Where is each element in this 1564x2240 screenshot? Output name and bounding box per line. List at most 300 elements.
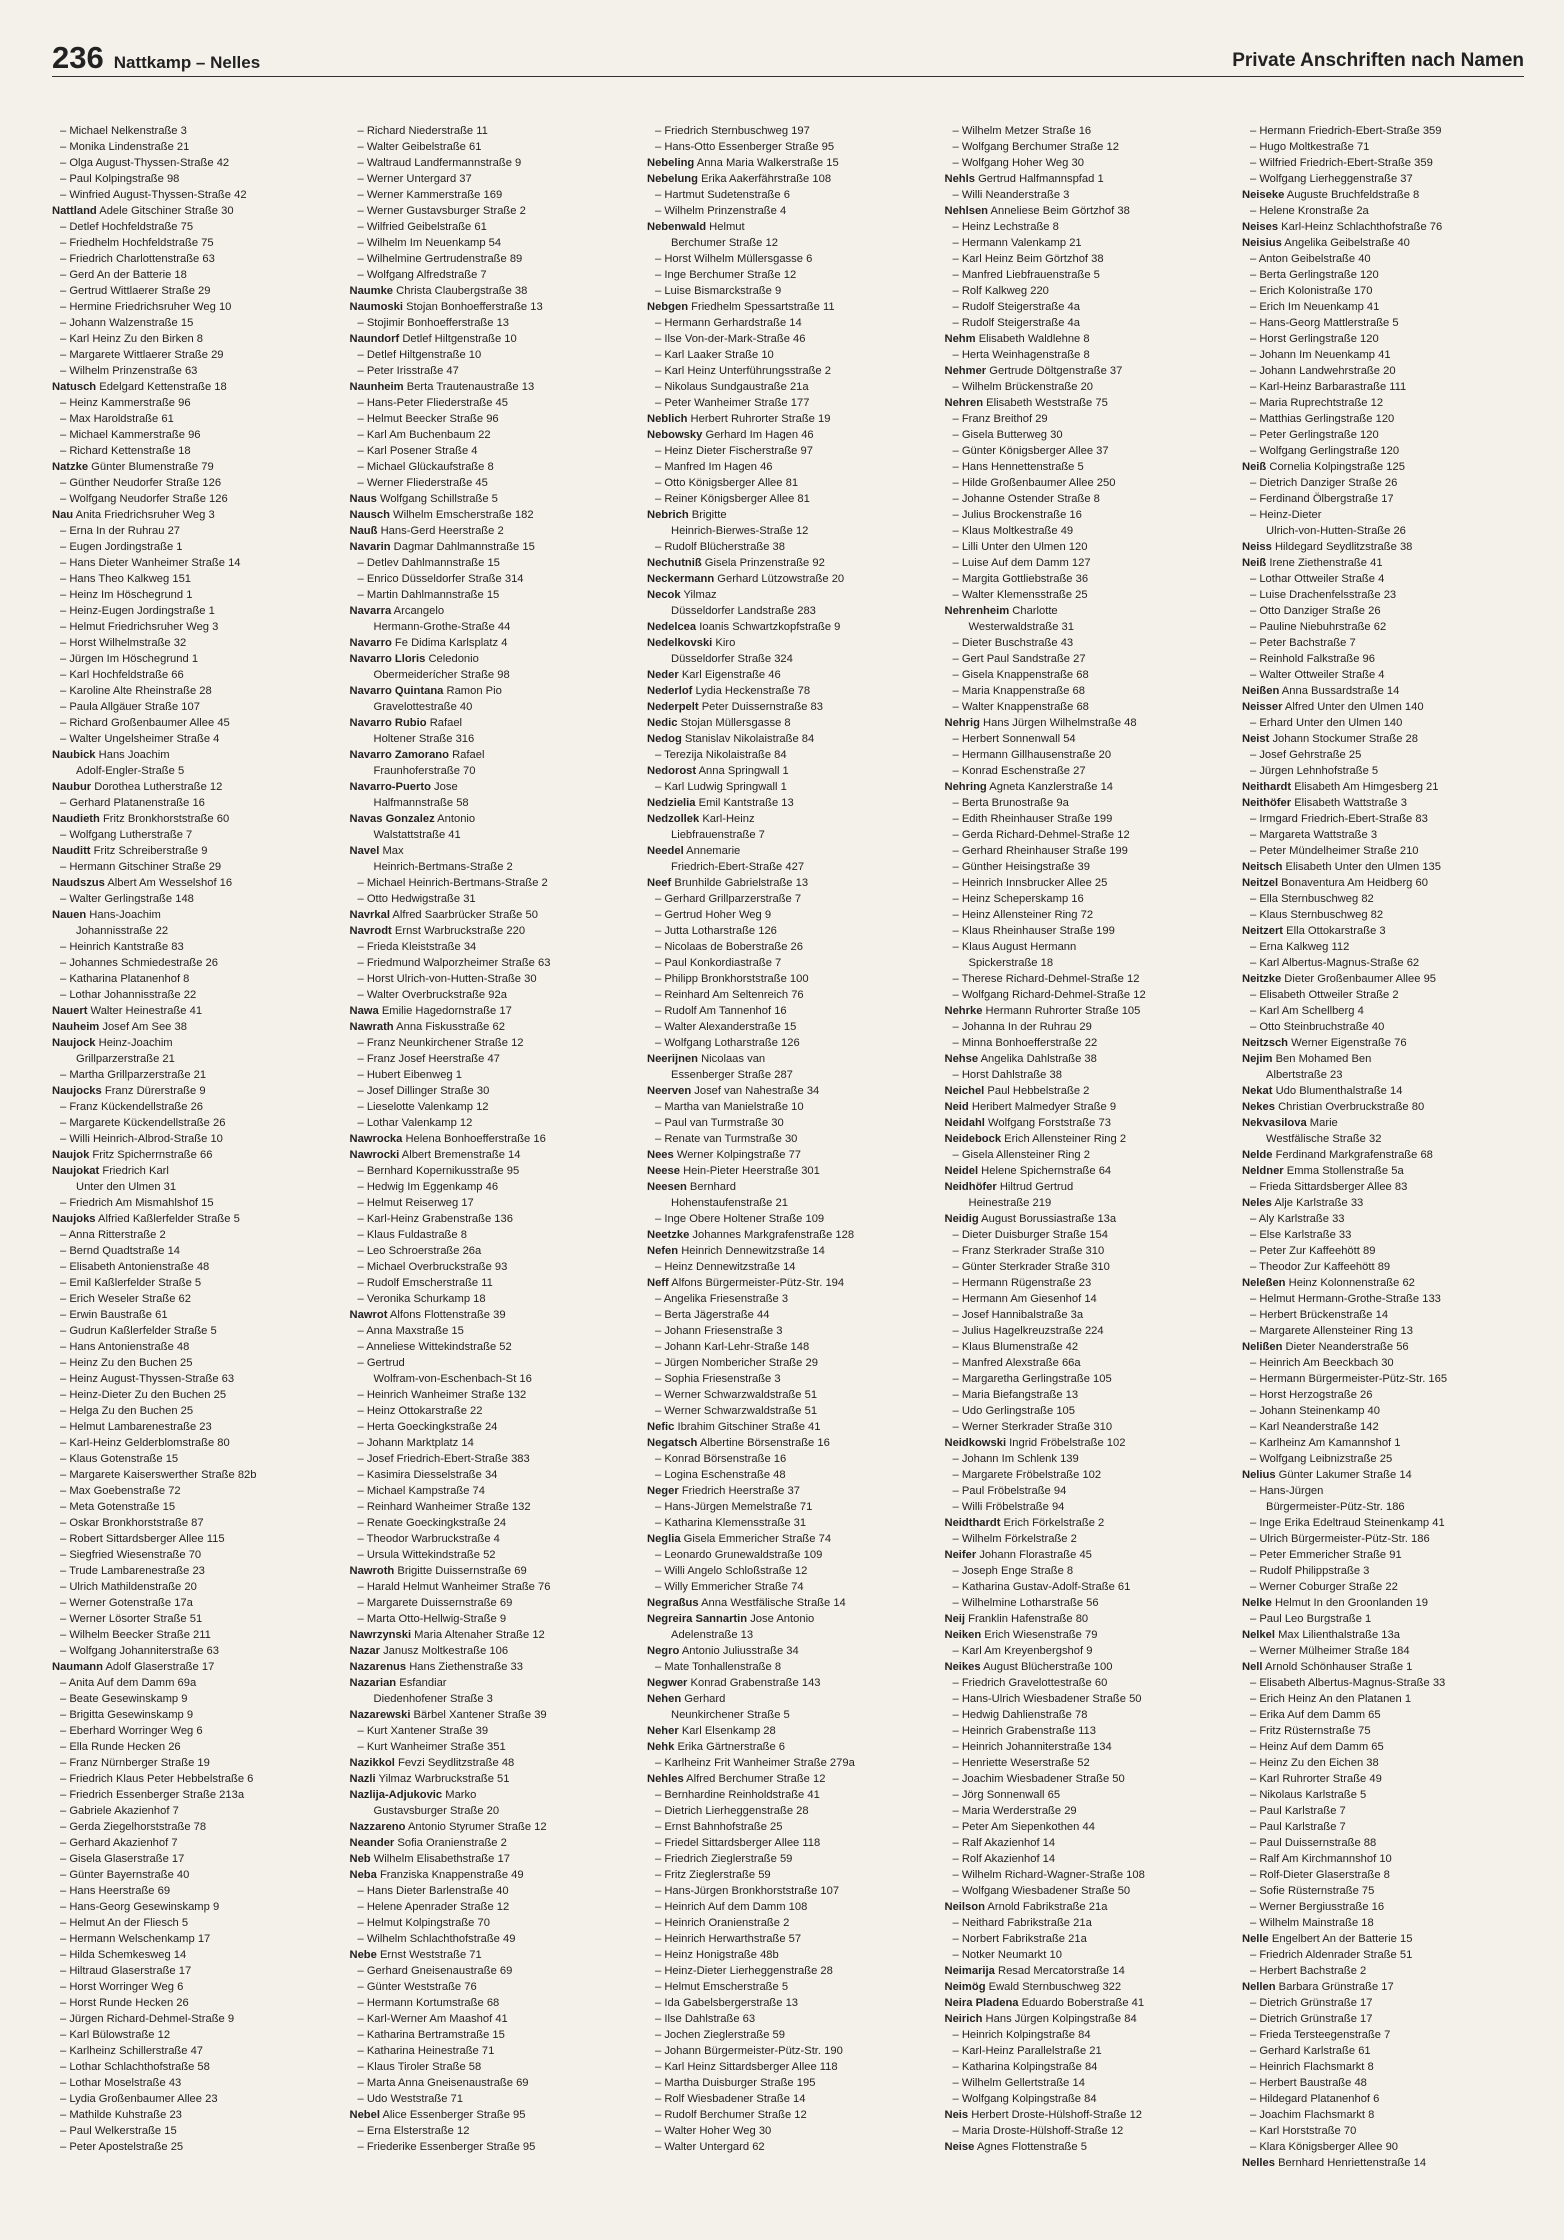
directory-entry: – Joachim Flachsmarkt 8 [1250, 2109, 1375, 2121]
directory-entry: – Wilfried Friedrich-Ebert-Straße 359 [1250, 157, 1433, 169]
directory-entry-head [1242, 923, 1524, 939]
directory-entry: – Jutta Lotharstraße 126 [655, 925, 777, 937]
directory-entry: – Werner Gotenstraße 17a [60, 1597, 193, 1609]
entry-details: Rafael [426, 717, 463, 729]
directory-entry: – Hermann Kortumstraße 68 [357, 1997, 500, 2009]
entry-details: August Blücherstraße 100 [980, 1661, 1113, 1673]
surname: Nebel [349, 2109, 380, 2121]
directory-entry: – Franz Neunkirchener Straße 12 [357, 1037, 524, 1049]
directory-entry-head [1242, 1051, 1524, 1067]
directory-entry-head [647, 155, 929, 171]
directory-entry: – Gerda Richard-Dehmel-Straße 12 [952, 829, 1130, 841]
directory-entry: – Heinz Dieter Fischerstraße 97 [655, 445, 813, 457]
surname: Neerven [647, 1085, 692, 1097]
directory-entry: – Willi Heinrich-Albrod-Straße 10 [60, 1133, 223, 1145]
entry-details: Anna Bussardstraße 14 [1279, 685, 1400, 697]
directory-entry: – Walter Hoher Weg 30 [655, 2125, 772, 2137]
directory-entry: – Johanne Ostender Straße 8 [952, 493, 1100, 505]
directory-entry: – Peter Bachstraße 7 [1250, 637, 1356, 649]
directory-entry: – Hans-Jürgen Memelstraße 71 [655, 1501, 813, 1513]
directory-entry-head [945, 171, 1227, 187]
directory-entry-head [52, 1147, 334, 1163]
directory-entry-head [945, 1003, 1227, 1019]
directory-entry: – Johannes Schmiedestraße 26 [60, 957, 218, 969]
directory-entry-head [350, 1003, 632, 1019]
entry-details: Celedonio [425, 653, 479, 665]
directory-entry: – Bernd Quadtstraße 14 [60, 1245, 181, 1257]
directory-entry: – Klara Königsberger Allee 90 [1250, 2141, 1399, 2153]
directory-entry-head [350, 1563, 632, 1579]
directory-entry-head [1242, 1659, 1524, 1675]
entry-details: Günter Blumenstraße 79 [88, 461, 214, 473]
directory-entry: – Reinhard Am Seltenreich 76 [655, 989, 804, 1001]
directory-entry: – Wolfgang Lierheggenstraße 37 [1250, 173, 1413, 185]
entry-details: Anneliese Beim Görtzhof 38 [988, 205, 1130, 217]
directory-entry-head [1242, 859, 1524, 875]
directory-entry: – Oskar Bronkhorststraße 87 [60, 1517, 204, 1529]
entry-details: Antonio [434, 813, 476, 825]
directory-entry: – Wilhelm Im Neuenkamp 54 [357, 237, 502, 249]
directory-entry: – Julius Brockenstraße 16 [952, 509, 1082, 521]
directory-entry-head [52, 1211, 334, 1227]
surname: Nau [52, 509, 74, 521]
entry-details: Walter Heinestraße 41 [87, 1005, 203, 1017]
directory-entry: – Josef Dillinger Straße 30 [357, 1085, 490, 1097]
entry-details: Cornelia Kolpingstraße 125 [1266, 461, 1405, 473]
directory-entry-head [647, 571, 929, 587]
directory-entry: – Heinz-Dieter [1250, 509, 1322, 521]
directory-entry-head [1242, 1035, 1524, 1051]
directory-entry: – Winfried August-Thyssen-Straße 42 [60, 189, 247, 201]
entry-details: Gisela Emmericher Straße 74 [680, 1533, 832, 1545]
directory-entry: – Klaus Tiroler Straße 58 [357, 2061, 482, 2073]
directory-entry: – Heinrich Oranienstraße 2 [655, 1917, 790, 1929]
directory-entry: – Franz Nürnberger Straße 19 [60, 1757, 210, 1769]
directory-entry: – Günter Weststraße 76 [357, 1981, 477, 1993]
directory-entry-head [350, 1835, 632, 1851]
directory-entry: – Werner Gustavsburger Straße 2 [357, 205, 526, 217]
directory-entry-head [350, 1307, 632, 1323]
directory-entry-head [647, 619, 929, 635]
directory-entry: – Richard Kettenstraße 18 [60, 445, 191, 457]
surname: Nellen [1242, 1981, 1276, 1993]
directory-entry: – Franz Kückendellstraße 26 [60, 1101, 204, 1113]
directory-entry-head [350, 1627, 632, 1643]
directory-entry: – Wolfgang Leibnizstraße 25 [1250, 1453, 1393, 1465]
surname: Nawrzynski [349, 1629, 412, 1641]
directory-entry: – Werner Bergiusstraße 16 [1250, 1901, 1385, 1913]
directory-entry: – Konrad Börsenstraße 16 [655, 1453, 787, 1465]
directory-entry: – Karl-Heinz Gelderblomstraße 80 [60, 1437, 230, 1449]
directory-entry: – Karl Laaker Straße 10 [655, 349, 774, 361]
directory-entry: – Max Goebenstraße 72 [60, 1485, 181, 1497]
directory-entry: – Friedel Sittardsberger Allee 118 [655, 1837, 821, 1849]
directory-entry: – Willi Fröbelstraße 94 [952, 1501, 1065, 1513]
directory-entry: – Margarete Kaiserswerther Straße 82b [60, 1469, 257, 1481]
surname: Neese [647, 1165, 680, 1177]
entry-details: Dieter Großenbaumer Allee 95 [1281, 973, 1437, 985]
directory-entry: – Paula Allgäuer Straße 107 [60, 701, 200, 713]
directory-entry: – Helmut Friedrichsruher Weg 3 [60, 621, 219, 633]
directory-entry-head [647, 587, 929, 603]
directory-entry: – Rudolf Blücherstraße 38 [655, 541, 785, 553]
directory-entry: – Maria Droste-Hülshoff-Straße 12 [952, 2125, 1124, 2137]
directory-entry: – Willi Angelo Schloßstraße 12 [655, 1565, 808, 1577]
directory-entry: – Wilhelm Schlachthofstraße 49 [357, 1933, 516, 1945]
directory-entry: – Logina Eschenstraße 48 [655, 1469, 786, 1481]
surname: Navas Gonzalez [349, 813, 435, 825]
surname: Nazarenus [349, 1661, 407, 1673]
directory-entry-head [350, 331, 632, 347]
directory-entry-head [350, 843, 632, 859]
entry-details: Adele Gitschiner Straße 30 [96, 205, 234, 217]
entry-details: Jose [430, 781, 458, 793]
surname: Naus [349, 493, 377, 505]
directory-entry: – Horst Wilhelmstraße 32 [60, 637, 187, 649]
directory-entry: – Peter Irisstraße 47 [357, 365, 459, 377]
surname: Neitzke [1242, 973, 1282, 985]
directory-entry: – Nikolaus Sundgaustraße 21a [655, 381, 809, 393]
entry-details: Alice Essenberger Straße 95 [379, 2109, 526, 2121]
directory-entry: – Günther Neudorfer Straße 126 [60, 477, 222, 489]
directory-entry: – Frieda Sittardsberger Allee 83 [1250, 1181, 1408, 1193]
directory-entry-head [647, 1147, 929, 1163]
directory-entry-head [945, 603, 1227, 619]
directory-entry: – Reinhold Falkstraße 96 [1250, 653, 1375, 665]
directory-entry: – Jürgen Lehnhofstraße 5 [1250, 765, 1379, 777]
entry-details: Lydia Heckenstraße 78 [692, 685, 811, 697]
surname: Neckermann [647, 573, 715, 585]
entry-details: Fritz Bronkhorststraße 60 [99, 813, 230, 825]
directory-entry: – Margarete Kückendellstraße 26 [60, 1117, 226, 1129]
surname: Nehse [944, 1053, 979, 1065]
entry-details: Elisabeth Waldlehne 8 [975, 333, 1090, 345]
surname: Nauditt [52, 845, 91, 857]
column-1 [52, 123, 334, 2171]
directory-entry: – Karl Neanderstraße 142 [1250, 1421, 1379, 1433]
directory-entry: – Gisela Knappenstraße 68 [952, 669, 1089, 681]
directory-entry: – Karl-Werner Am Maashof 41 [357, 2013, 508, 2025]
entry-details: Edelgard Kettenstraße 18 [96, 381, 227, 393]
directory-entry: – Herbert Bachstraße 2 [1250, 1965, 1367, 1977]
directory-entry: – Udo Gerlingstraße 105 [952, 1405, 1076, 1417]
directory-entry: – Kasimira Diesselstraße 34 [357, 1469, 498, 1481]
entry-details: Antonio Styrumer Straße 12 [405, 1821, 547, 1833]
entry-details: Anna Maria Walkerstraße 15 [694, 157, 839, 169]
entry-details: Karl-Heinz [699, 813, 755, 825]
entry-details: Peter Duissernstraße 83 [698, 701, 823, 713]
directory-entry: – Gerhard Rheinhauser Straße 199 [952, 845, 1128, 857]
directory-entry-head [350, 539, 632, 555]
surname: Nehls [944, 173, 975, 185]
directory-entry: – Heinrich Herwarthstraße 57 [655, 1933, 802, 1945]
directory-entry-continuation: Bürgermeister-Pütz-Str. 186 [1266, 1501, 1405, 1513]
directory-entry: – Hans-Georg Mattlerstraße 5 [1250, 317, 1399, 329]
surname: Neifer [944, 1549, 977, 1561]
directory-entry: – Dietrich Grünstraße 17 [1250, 1997, 1373, 2009]
directory-entry: – Erika Auf dem Damm 65 [1250, 1709, 1381, 1721]
entry-details: Angelika Geibelstraße 40 [1281, 237, 1410, 249]
directory-entry: – Erich Weseler Straße 62 [60, 1293, 191, 1305]
entry-details: Albert Am Wesselshof 16 [104, 877, 233, 889]
directory-entry-head [945, 1435, 1227, 1451]
entry-details: Dorothea Lutherstraße 12 [91, 781, 223, 793]
directory-entry-head [945, 1083, 1227, 1099]
directory-entry-head [52, 779, 334, 795]
surname: Nebenwald [647, 221, 707, 233]
directory-entry: – Heinz Kammerstraße 96 [60, 397, 191, 409]
directory-entry: – Wilhelm Mainstraße 18 [1250, 1917, 1374, 1929]
surname: Nehles [647, 1773, 684, 1785]
directory-entry: – Werner Lösorter Straße 51 [60, 1613, 203, 1625]
directory-entry: – Hans Antonienstraße 48 [60, 1341, 190, 1353]
entry-details: Günter Lakumer Straße 14 [1275, 1469, 1412, 1481]
surname: Negatsch [647, 1437, 698, 1449]
directory-entry: – Karl Albertus-Magnus-Straße 62 [1250, 957, 1420, 969]
entry-details: Bärbel Xantener Straße 39 [410, 1709, 547, 1721]
directory-entry: – Anneliese Wittekindstraße 52 [357, 1341, 512, 1353]
directory-entry: – Erwin Baustraße 61 [60, 1309, 168, 1321]
directory-entry: – Gert Paul Sandstraße 27 [952, 653, 1086, 665]
surname: Negraßus [647, 1597, 699, 1609]
directory-entry: – Johann Friesenstraße 3 [655, 1325, 783, 1337]
directory-entry: – Peter Zur Kaffeehött 89 [1250, 1245, 1376, 1257]
directory-entry-head [945, 1627, 1227, 1643]
directory-entry-head [945, 1211, 1227, 1227]
directory-entry-head [945, 715, 1227, 731]
directory-entry: – Werner Untergard 37 [357, 173, 472, 185]
directory-entry: – Friederike Essenberger Straße 95 [357, 2141, 536, 2153]
surname: Neira Pladena [944, 1997, 1019, 2009]
entry-details: Alfons Flottenstraße 39 [387, 1309, 506, 1321]
directory-entry: – Rudolf Steigerstraße 4a [952, 317, 1080, 329]
directory-entry: – Karl-Heinz Parallelstraße 21 [952, 2045, 1102, 2057]
directory-entry: – Harald Helmut Wanheimer Straße 76 [357, 1581, 551, 1593]
directory-entry: – Ella Runde Hecken 26 [60, 1741, 181, 1753]
directory-entry: – Therese Richard-Dehmel-Straße 12 [952, 973, 1140, 985]
surname: Nehren [944, 397, 984, 409]
directory-entry: – Walter Klemensstraße 25 [952, 589, 1088, 601]
directory-entry: – Helmut Reiserweg 17 [357, 1197, 474, 1209]
directory-entry-continuation: Halfmannstraße 58 [373, 797, 469, 809]
entry-details: Yilmaz [680, 589, 717, 601]
directory-entry-head [52, 747, 334, 763]
directory-entry: – Gertrud [357, 1357, 405, 1369]
directory-entry: – Joachim Wiesbadener Straße 50 [952, 1773, 1125, 1785]
directory-entry-head [52, 379, 334, 395]
directory-entry: – Lothar Valenkamp 12 [357, 1117, 473, 1129]
entry-details: Hein-Pieter Heerstraße 301 [679, 1165, 820, 1177]
surname: Nelke [1242, 1597, 1272, 1609]
entry-details: Friedrich Karl [99, 1165, 169, 1177]
surname: Negwer [647, 1677, 688, 1689]
directory-entry-continuation: Grillparzerstraße 21 [76, 1053, 175, 1065]
page-number: 236 [52, 40, 104, 75]
surname: Neidhöfer [944, 1181, 997, 1193]
directory-entry-head [52, 1083, 334, 1099]
entry-details: Karl-Heinz Schlachthofstraße 76 [1278, 221, 1443, 233]
directory-entry: – Heinrich Am Beeckbach 30 [1250, 1357, 1394, 1369]
directory-entry-head [647, 635, 929, 651]
surname: Neleßen [1242, 1277, 1286, 1289]
entry-details: Elisabeth Unter den Ulmen 135 [1282, 861, 1442, 873]
surname: Naujock [52, 1037, 96, 1049]
directory-entry: – Herta Weinhagenstraße 8 [952, 349, 1090, 361]
surname: Navrkal [349, 909, 390, 921]
entry-details: Hans-Joachim [86, 909, 161, 921]
directory-entry-head [1242, 235, 1524, 251]
directory-entry: – Margarete Duissernstraße 69 [357, 1597, 513, 1609]
directory-entry: – Wolfgang Hoher Weg 30 [952, 157, 1084, 169]
entry-details: Erich Förkelstraße 2 [1000, 1517, 1105, 1529]
directory-entry: – Michael Glückaufstraße 8 [357, 461, 494, 473]
directory-entry-continuation: Heinrich-Bierwes-Straße 12 [671, 525, 809, 537]
directory-entry: – Jürgen Nombericher Straße 29 [655, 1357, 818, 1369]
directory-entry: – Walter Ungelsheimer Straße 4 [60, 733, 220, 745]
entry-details: Albertine Börsenstraße 16 [697, 1437, 830, 1449]
directory-entry: – Inge Obere Holtener Straße 109 [655, 1213, 825, 1225]
directory-entry: – Berta Jägerstraße 44 [655, 1309, 770, 1321]
directory-entry: – Heinz Lechstraße 8 [952, 221, 1059, 233]
surname: Neff [647, 1277, 669, 1289]
surname: Nelde [1242, 1149, 1273, 1161]
directory-entry: – Wilfried Geibelstraße 61 [357, 221, 487, 233]
directory-entry: – Wilhelm Gellertstraße 14 [952, 2077, 1085, 2089]
directory-entry-head [647, 427, 929, 443]
surname: Neitzsch [1242, 1037, 1289, 1049]
directory-entry: – Rudolf Berchumer Straße 12 [655, 2109, 807, 2121]
directory-entry: – Robert Sittardsberger Allee 115 [60, 1533, 225, 1545]
directory-entry-head [647, 1611, 929, 1627]
directory-entry: – Dieter Buschstraße 43 [952, 637, 1074, 649]
directory-entry: – Hilde Großenbaumer Allee 250 [952, 477, 1116, 489]
entry-details: Paul Hebbelstraße 2 [984, 1085, 1090, 1097]
directory-entry: – Sophia Friesenstraße 3 [655, 1373, 781, 1385]
directory-entry: – Heinrich Innsbrucker Allee 25 [952, 877, 1108, 889]
entry-details: Johann Stockumer Straße 28 [1269, 733, 1418, 745]
entry-details: Ingrid Fröbelstraße 102 [1006, 1437, 1126, 1449]
directory-entry: – Manfred Liebfrauenstraße 5 [952, 269, 1100, 281]
directory-entry: – Gisela Butterweg 30 [952, 429, 1063, 441]
directory-entry-head [52, 1019, 334, 1035]
directory-entry: – Wolfgang Lutherstraße 7 [60, 829, 193, 841]
directory-entry-head [1242, 2155, 1524, 2171]
entry-details: Barbara Grünstraße 17 [1275, 1981, 1394, 1993]
directory-entry: – Gerhard Akazienhof 7 [60, 1837, 178, 1849]
directory-entry: – Maria Biefangstraße 13 [952, 1389, 1079, 1401]
surname: Naumoski [349, 301, 403, 313]
directory-entry-head [647, 1771, 929, 1787]
directory-entry-head [52, 507, 334, 523]
entry-details: Emil Kantstraße 13 [695, 797, 794, 809]
directory-entry: – Horst Herzogstraße 26 [1250, 1389, 1373, 1401]
directory-entry: – Trude Lambarenestraße 23 [60, 1565, 205, 1577]
entry-details: Yilmaz Warbruckstraße 51 [375, 1773, 510, 1785]
surname: Neles [1242, 1197, 1272, 1209]
entry-details: Ewald Sternbuschweg 322 [985, 1981, 1122, 1993]
surname: Neglia [647, 1533, 681, 1545]
surname: Nazli [349, 1773, 376, 1785]
directory-entry: – Klaus Blumenstraße 42 [952, 1341, 1079, 1353]
surname: Neilson [944, 1901, 985, 1913]
surname: Neba [349, 1869, 377, 1881]
entry-details: Johannes Markgrafenstraße 128 [689, 1229, 855, 1241]
directory-entry: – Walter Ottweiler Straße 4 [1250, 669, 1385, 681]
directory-entry: – Walter Knappenstraße 68 [952, 701, 1089, 713]
directory-entry: – Hermann Valenkamp 21 [952, 237, 1082, 249]
directory-entry-head [1242, 555, 1524, 571]
directory-entry: – Ferdinand Ölbergstraße 17 [1250, 493, 1394, 505]
directory-entry: – Margarete Allensteiner Ring 13 [1250, 1325, 1413, 1337]
directory-entry: – Hans-Georg Gesewinskamp 9 [60, 1901, 220, 1913]
directory-entry-continuation: Berchumer Straße 12 [671, 237, 778, 249]
directory-entry: – Paul Fröbelstraße 94 [952, 1485, 1067, 1497]
directory-entry: – Reinhard Wanheimer Straße 132 [357, 1501, 531, 1513]
directory-entry-head [945, 395, 1227, 411]
directory-entry: – Edith Rheinhauser Straße 199 [952, 813, 1113, 825]
surname: Neis [944, 2109, 969, 2121]
directory-entry: – Johann Landwehrstraße 20 [1250, 365, 1396, 377]
directory-entry: – Philipp Bronkhorststraße 100 [655, 973, 809, 985]
directory-entry-head [1242, 187, 1524, 203]
directory-entry: – Heinz Dennewitzstraße 14 [655, 1261, 796, 1273]
surname: Neldner [1242, 1165, 1284, 1177]
directory-entry: – Brigitta Gesewinskamp 9 [60, 1709, 194, 1721]
directory-entry: – Walter Alexanderstraße 15 [655, 1021, 797, 1033]
directory-entry: – Herbert Brückenstraße 14 [1250, 1309, 1389, 1321]
directory-entry-head [1242, 1163, 1524, 1179]
surname: Nehk [647, 1741, 675, 1753]
directory-entry: – Heinz-Eugen Jordingstraße 1 [60, 605, 215, 617]
directory-entry: – Rudolf Emscherstraße 11 [357, 1277, 493, 1289]
directory-entry-head [1242, 1931, 1524, 1947]
directory-entry-head [350, 747, 632, 763]
directory-entry: – Max Haroldstraße 61 [60, 413, 174, 425]
directory-entry: – Wilhelm Prinzenstraße 63 [60, 365, 198, 377]
directory-entry: – Wilhelmine Gertrudenstraße 89 [357, 253, 523, 265]
directory-entry: – Maria Ruprechtstraße 12 [1250, 397, 1384, 409]
entry-details: Max [379, 845, 404, 857]
directory-entry: – Eberhard Worringer Weg 6 [60, 1725, 203, 1737]
directory-entry: – Leo Schroerstraße 26a [357, 1245, 482, 1257]
directory-entry-head [350, 1787, 632, 1803]
directory-entry: – Berta Brunostraße 9a [952, 797, 1069, 809]
directory-entry-head [945, 1051, 1227, 1067]
directory-entry-head [647, 683, 929, 699]
directory-entry: – Gerhard Grillparzerstraße 7 [655, 893, 802, 905]
directory-entry-head [945, 1899, 1227, 1915]
surname: Nattland [52, 205, 97, 217]
directory-entry: – Mathilde Kuhstraße 23 [60, 2109, 182, 2121]
surname: Neerijnen [647, 1053, 698, 1065]
entry-details: Resad Mercatorstraße 14 [994, 1965, 1125, 1977]
entry-details: Hans-Gerd Heerstraße 2 [377, 525, 504, 537]
directory-entry-head [647, 1179, 929, 1195]
directory-entry: – Friedrich Am Mismahlshof 15 [60, 1197, 214, 1209]
directory-entry: – Peter Am Siepenkothen 44 [952, 1821, 1095, 1833]
surname: Neidthardt [944, 1517, 1001, 1529]
surname: Neimarija [944, 1965, 995, 1977]
surname: Navarro Quintana [349, 685, 444, 697]
directory-entry: – Karlheinz Am Kamannshof 1 [1250, 1437, 1401, 1449]
surname: Naubur [52, 781, 92, 793]
directory-entry-head [945, 1163, 1227, 1179]
entry-details: Wolfgang Forststraße 73 [984, 1117, 1111, 1129]
directory-entry-head [350, 1947, 632, 1963]
entry-details: Anna Westfälische Straße 14 [698, 1597, 846, 1609]
column-2 [350, 123, 632, 2171]
directory-entry-head [647, 1083, 929, 1099]
